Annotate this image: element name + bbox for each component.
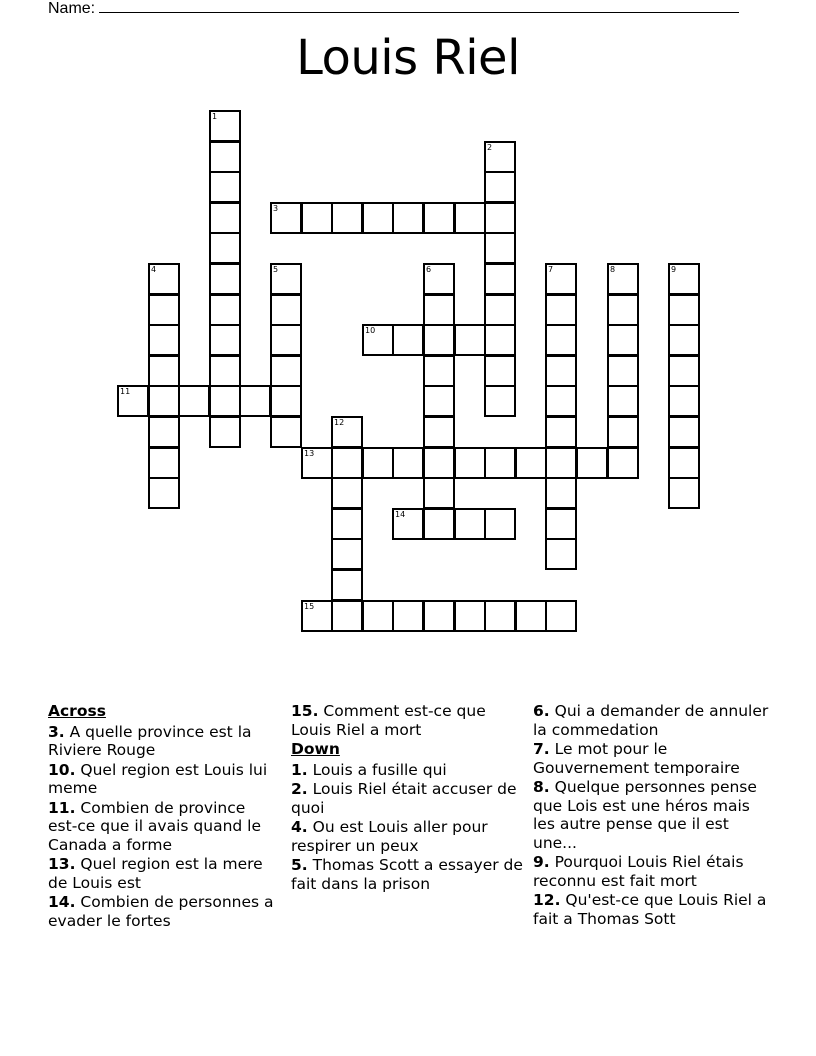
crossword-cell[interactable] bbox=[331, 416, 363, 448]
crossword-cell[interactable] bbox=[392, 324, 424, 356]
crossword-cell[interactable] bbox=[423, 263, 455, 295]
crossword-cell[interactable] bbox=[484, 171, 516, 203]
crossword-cell[interactable] bbox=[668, 294, 700, 326]
clue-number: 4 bbox=[151, 265, 157, 274]
crossword-cell[interactable] bbox=[515, 447, 547, 479]
crossword-cell[interactable] bbox=[209, 355, 241, 387]
crossword-cell[interactable] bbox=[423, 477, 455, 509]
crossword-cell[interactable] bbox=[454, 447, 486, 479]
clue-across-3: 3. A quelle province est la Riviere Rouge bbox=[48, 722, 252, 759]
clues-column-2 bbox=[291, 702, 526, 894]
crossword-cell[interactable] bbox=[668, 416, 700, 448]
clue-number: 3 bbox=[273, 204, 279, 213]
crossword-cell[interactable] bbox=[545, 385, 577, 417]
clue-down-12: 12. Qu'est-ce que Louis Riel a fait a Thomas Sott bbox=[533, 891, 767, 928]
crossword-cell[interactable] bbox=[331, 508, 363, 540]
crossword-cell[interactable] bbox=[331, 538, 363, 570]
crossword-cell[interactable] bbox=[668, 385, 700, 417]
crossword-cell[interactable] bbox=[545, 447, 577, 479]
crossword-cell[interactable] bbox=[178, 385, 210, 417]
crossword-cell[interactable] bbox=[607, 263, 639, 295]
crossword-cell[interactable] bbox=[270, 324, 302, 356]
page-title: Louis Riel bbox=[296, 30, 520, 86]
crossword-cell[interactable] bbox=[515, 600, 547, 632]
crossword-cell[interactable] bbox=[454, 324, 486, 356]
crossword-cell[interactable] bbox=[668, 477, 700, 509]
crossword-cell[interactable] bbox=[484, 232, 516, 264]
name-label: Name: bbox=[48, 0, 96, 17]
crossword-cell[interactable] bbox=[545, 355, 577, 387]
crossword-cell[interactable] bbox=[607, 447, 639, 479]
crossword-cell[interactable] bbox=[545, 508, 577, 540]
crossword-cell[interactable] bbox=[392, 447, 424, 479]
crossword-cell[interactable] bbox=[484, 600, 516, 632]
crossword-cell[interactable] bbox=[148, 294, 180, 326]
clue-number: 13 bbox=[304, 449, 315, 458]
crossword-cell[interactable] bbox=[484, 263, 516, 295]
crossword-cell[interactable] bbox=[607, 355, 639, 387]
crossword-cell[interactable] bbox=[148, 416, 180, 448]
crossword-cell[interactable] bbox=[331, 202, 363, 234]
crossword-cell[interactable] bbox=[209, 141, 241, 173]
crossword-cell[interactable] bbox=[148, 477, 180, 509]
across-heading: Across bbox=[48, 702, 106, 720]
crossword-cell[interactable] bbox=[270, 355, 302, 387]
crossword-cell[interactable] bbox=[423, 447, 455, 479]
crossword-cell[interactable] bbox=[454, 600, 486, 632]
crossword-cell[interactable] bbox=[209, 263, 241, 295]
crossword-cell[interactable] bbox=[209, 324, 241, 356]
crossword-cell[interactable] bbox=[545, 263, 577, 295]
crossword-cell[interactable] bbox=[545, 416, 577, 448]
crossword-cell[interactable] bbox=[668, 263, 700, 295]
clue-number: 15 bbox=[304, 602, 315, 611]
crossword-cell[interactable] bbox=[362, 324, 394, 356]
crossword-cell[interactable] bbox=[423, 202, 455, 234]
crossword-cell[interactable] bbox=[270, 416, 302, 448]
crossword-cell[interactable] bbox=[331, 447, 363, 479]
crossword-cell[interactable] bbox=[209, 110, 241, 142]
clue-number: 9 bbox=[671, 265, 677, 274]
clue-across-10: 10. Quel region est Louis lui meme bbox=[48, 760, 268, 797]
crossword-cell[interactable] bbox=[270, 294, 302, 326]
crossword-cell[interactable] bbox=[270, 263, 302, 295]
crossword-cell[interactable] bbox=[209, 232, 241, 264]
crossword-cell[interactable] bbox=[423, 355, 455, 387]
crossword-cell[interactable] bbox=[484, 141, 516, 173]
crossword-cell[interactable] bbox=[484, 508, 516, 540]
crossword-cell[interactable] bbox=[545, 294, 577, 326]
crossword-cell[interactable] bbox=[545, 324, 577, 356]
crossword-cell[interactable] bbox=[607, 385, 639, 417]
clue-down-6: 6. Qui a demander de annuler la commedation bbox=[533, 702, 769, 739]
clue-number: 5 bbox=[273, 265, 279, 274]
clue-number: 1 bbox=[212, 112, 218, 121]
crossword-cell[interactable] bbox=[423, 600, 455, 632]
clue-across-11: 11. Combien de province est-ce que il avais quand le Canada a forme bbox=[48, 798, 262, 854]
crossword-cell[interactable] bbox=[301, 600, 333, 632]
clues-column-3 bbox=[533, 702, 773, 929]
crossword-cell[interactable] bbox=[331, 600, 363, 632]
crossword-cell[interactable] bbox=[484, 294, 516, 326]
crossword-cell[interactable] bbox=[484, 202, 516, 234]
crossword-cell[interactable] bbox=[423, 416, 455, 448]
crossword-cell[interactable] bbox=[209, 385, 241, 417]
crossword-cell[interactable] bbox=[270, 385, 302, 417]
clue-number: 12 bbox=[334, 418, 345, 427]
clue-down-1: 1. Louis a fusille qui bbox=[291, 760, 447, 779]
crossword-cell[interactable] bbox=[668, 355, 700, 387]
crossword-cell[interactable] bbox=[454, 202, 486, 234]
clue-down-8: 8. Quelque personnes pense que Lois est une héros mais les autre pense que il est une... bbox=[533, 778, 757, 852]
crossword-cell[interactable] bbox=[362, 600, 394, 632]
clue-down-5: 5. Thomas Scott a essayer de fait dans la prison bbox=[291, 856, 523, 893]
crossword-cell[interactable] bbox=[423, 385, 455, 417]
crossword-cell[interactable] bbox=[392, 600, 424, 632]
clues-column-1 bbox=[48, 702, 278, 931]
crossword-cell[interactable] bbox=[362, 202, 394, 234]
clue-down-2: 2. Louis Riel était accuser de quoi bbox=[291, 780, 517, 817]
down-heading: Down bbox=[291, 740, 340, 758]
clue-number: 8 bbox=[610, 265, 616, 274]
crossword-cell[interactable] bbox=[484, 324, 516, 356]
clue-down-9: 9. Pourquoi Louis Riel étais reconnu est fait mort bbox=[533, 853, 744, 890]
clue-number: 11 bbox=[120, 387, 131, 396]
crossword-cell[interactable] bbox=[331, 569, 363, 601]
clue-number: 14 bbox=[395, 510, 406, 519]
clue-across-14: 14. Combien de personnes a evader le fortes bbox=[48, 893, 274, 930]
crossword-cell[interactable] bbox=[148, 263, 180, 295]
crossword-cell[interactable] bbox=[270, 202, 302, 234]
crossword-cell[interactable] bbox=[484, 355, 516, 387]
clue-number: 6 bbox=[426, 265, 432, 274]
clue-down-4: 4. Ou est Louis aller pour respirer un peux bbox=[291, 818, 488, 855]
clue-across-15: 15. Comment est-ce que Louis Riel a mort bbox=[291, 702, 486, 739]
crossword-cell[interactable] bbox=[239, 385, 271, 417]
crossword-cell[interactable] bbox=[607, 294, 639, 326]
crossword-cell[interactable] bbox=[545, 538, 577, 570]
crossword-cell[interactable] bbox=[668, 324, 700, 356]
crossword-cell[interactable] bbox=[484, 385, 516, 417]
crossword-cell[interactable] bbox=[209, 294, 241, 326]
crossword-cell[interactable] bbox=[209, 202, 241, 234]
crossword-cell[interactable] bbox=[423, 294, 455, 326]
crossword-cell[interactable] bbox=[209, 171, 241, 203]
crossword-cell[interactable] bbox=[576, 447, 608, 479]
crossword-cell[interactable] bbox=[545, 600, 577, 632]
crossword-cell[interactable] bbox=[392, 202, 424, 234]
crossword-cell[interactable] bbox=[148, 447, 180, 479]
clue-number: 2 bbox=[487, 143, 493, 152]
crossword-cell[interactable] bbox=[423, 324, 455, 356]
crossword-cell[interactable] bbox=[301, 202, 333, 234]
clue-number: 10 bbox=[365, 326, 376, 335]
crossword-cell[interactable] bbox=[331, 477, 363, 509]
crossword-cell[interactable] bbox=[423, 508, 455, 540]
crossword-cell[interactable] bbox=[454, 508, 486, 540]
clue-number: 7 bbox=[548, 265, 554, 274]
crossword-cell[interactable] bbox=[545, 477, 577, 509]
crossword-cell[interactable] bbox=[362, 447, 394, 479]
crossword-cell[interactable] bbox=[392, 508, 424, 540]
crossword-cell[interactable] bbox=[117, 385, 149, 417]
clue-across-13: 13. Quel region est la mere de Louis est bbox=[48, 855, 263, 892]
crossword-cell[interactable] bbox=[607, 416, 639, 448]
crossword-cell[interactable] bbox=[484, 447, 516, 479]
crossword-cell[interactable] bbox=[668, 447, 700, 479]
crossword-cell[interactable] bbox=[209, 416, 241, 448]
crossword-cell[interactable] bbox=[607, 324, 639, 356]
clue-down-7: 7. Le mot pour le Gouvernement temporaire bbox=[533, 740, 740, 777]
crossword-cell[interactable] bbox=[301, 447, 333, 479]
crossword-cell[interactable] bbox=[148, 355, 180, 387]
crossword-cell[interactable] bbox=[148, 385, 180, 417]
crossword-cell[interactable] bbox=[148, 324, 180, 356]
